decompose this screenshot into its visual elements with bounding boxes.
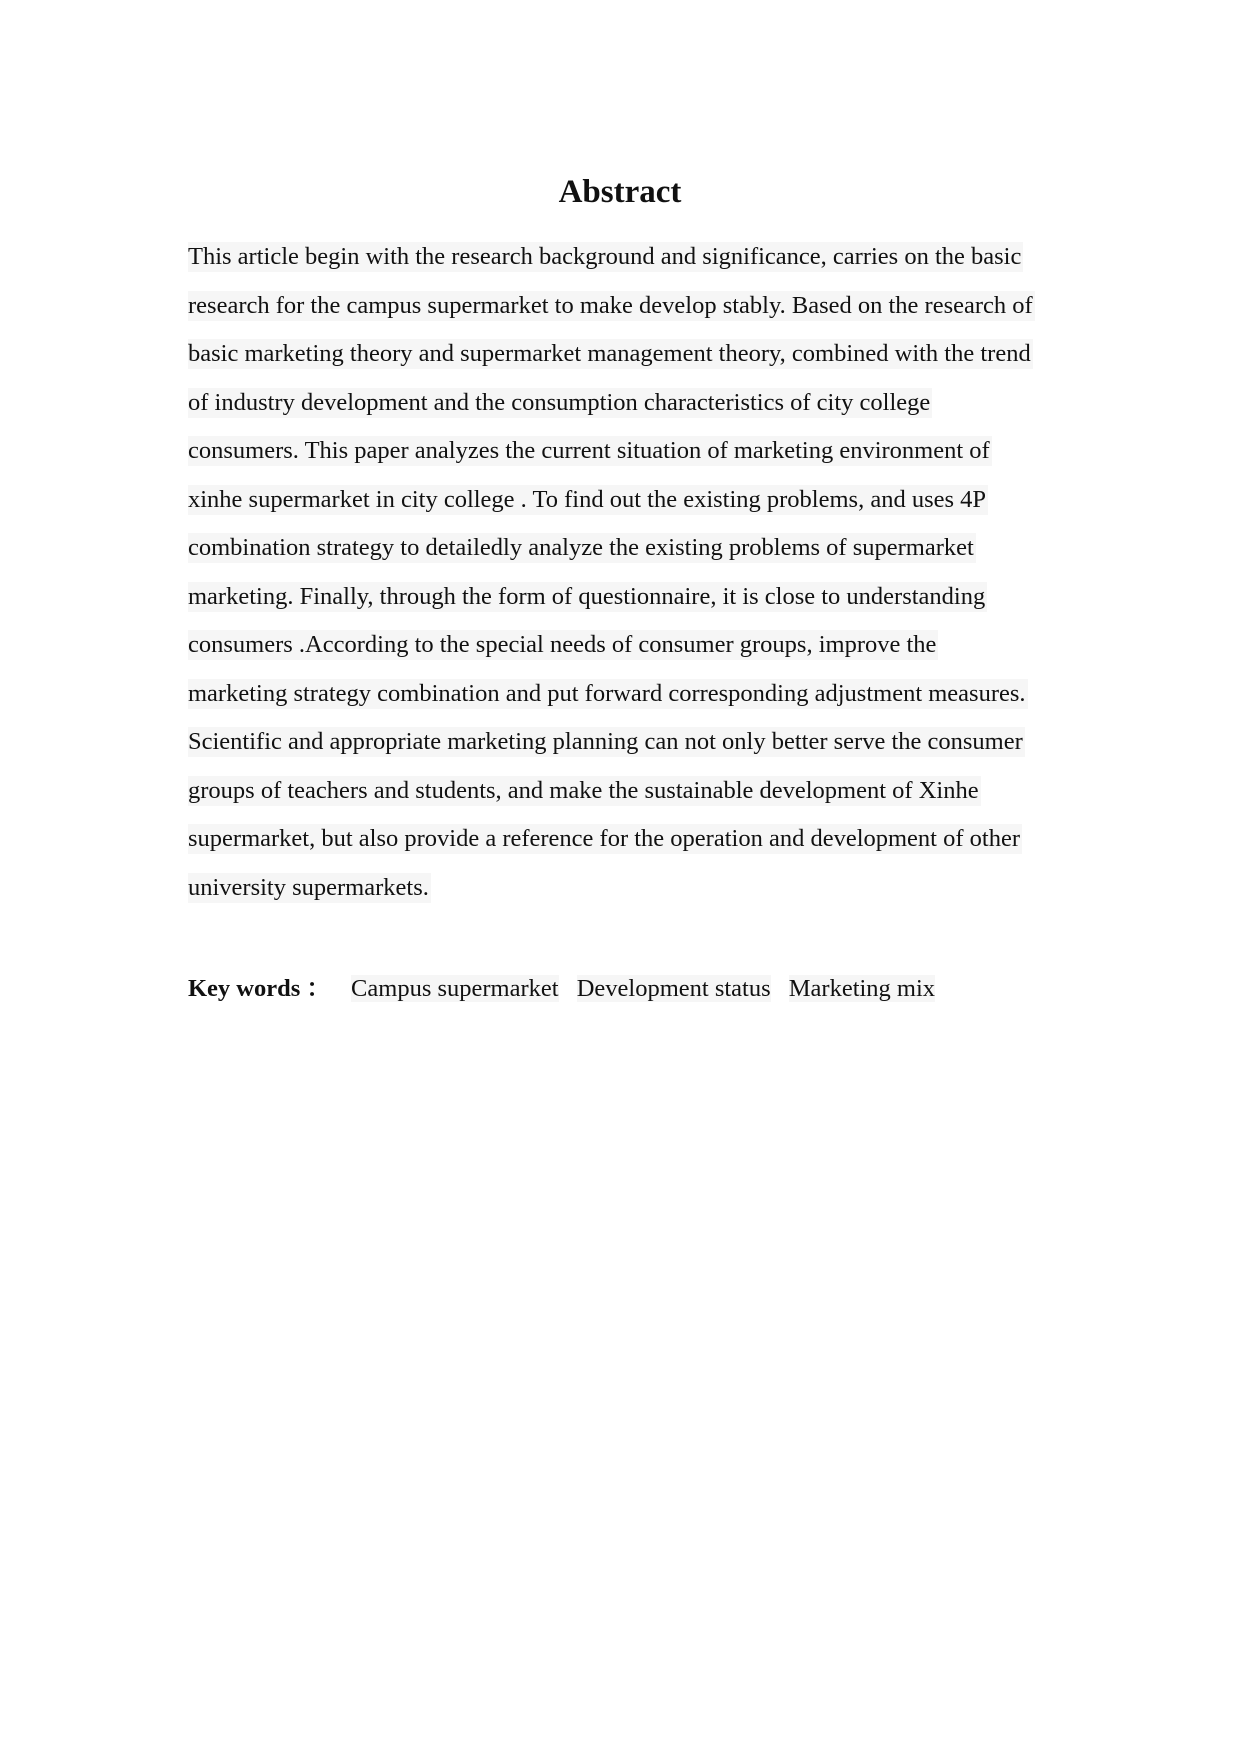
- abstract-line: consumers .According to the special needs of consumer groups, improve the: [188, 631, 937, 658]
- keywords-label: Key words: [188, 975, 301, 1002]
- abstract-line: groups of teachers and students, and make the sustainable development of Xinhe: [188, 776, 979, 804]
- keywords-section: [188, 974, 947, 1004]
- keyword-item: Development status: [576, 975, 771, 1002]
- abstract-line: of industry development and the consumption characteristics of city college: [188, 388, 931, 416]
- abstract-line: supermarket, but also provide a reference for the operation and development of other: [188, 825, 1020, 852]
- keywords-separator: ：: [306, 975, 331, 1002]
- keyword-item: Campus supermarket: [351, 975, 559, 1002]
- abstract-line: consumers. This paper analyzes the current situation of marketing environment of: [188, 437, 990, 464]
- abstract-line: university supermarkets.: [188, 873, 429, 901]
- abstract-line: research for the campus supermarket to make develop stably. Based on the research of: [188, 291, 1033, 319]
- abstract-line: Scientific and appropriate marketing planning can not only better serve the consumer: [188, 728, 1023, 755]
- abstract-line: marketing. Finally, through the form of questionnaire, it is close to understanding: [188, 582, 986, 610]
- abstract-title: Abstract: [558, 174, 682, 210]
- abstract-line: marketing strategy combination and put forward corresponding adjustment measures.: [188, 679, 1026, 707]
- abstract-line: basic marketing theory and supermarket management theory, combined with the trend: [188, 340, 1031, 367]
- abstract-line: xinhe supermarket in city college . To find out the existing problems, and uses 4P: [188, 485, 987, 513]
- keyword-item: Marketing mix: [788, 975, 936, 1002]
- abstract-line: This article begin with the research background and significance, carries on the basic: [188, 243, 1022, 270]
- abstract-line: combination strategy to detailedly analyze the existing problems of supermarket: [188, 534, 974, 561]
